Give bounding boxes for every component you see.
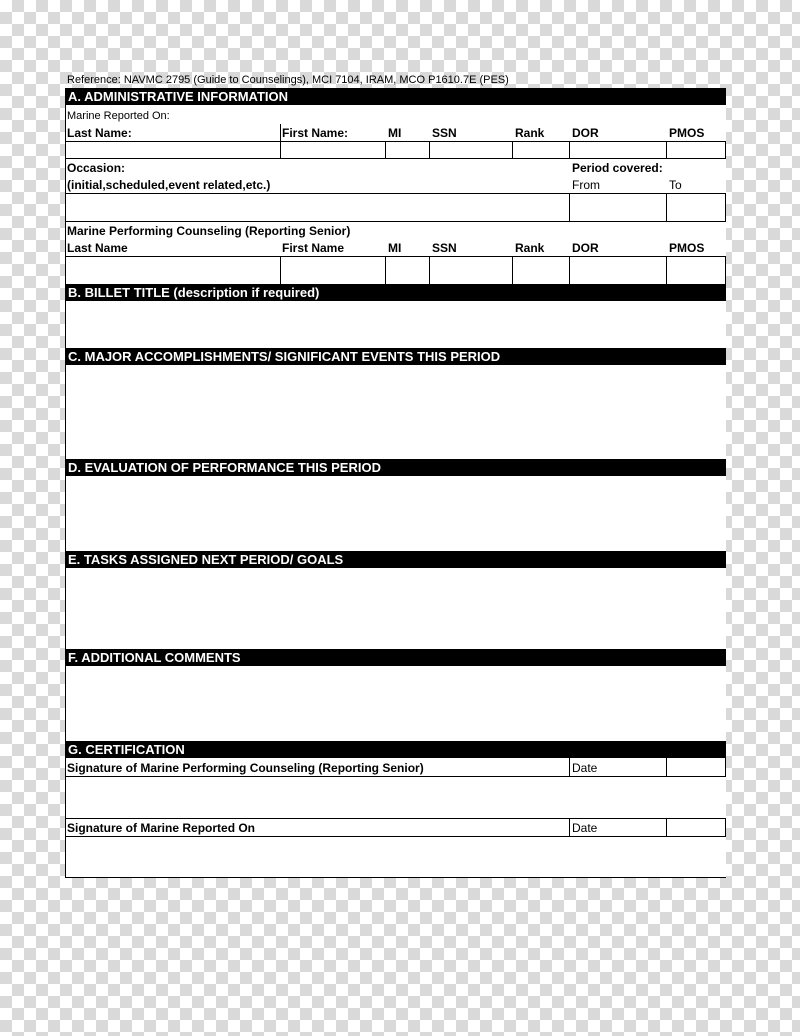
last-name-label: Last Name: <box>67 126 132 140</box>
signature-reported-label: Signature of Marine Reported On <box>67 821 256 835</box>
divider <box>569 193 570 222</box>
divider <box>725 193 726 222</box>
form-sheet <box>65 88 726 878</box>
section-a-header: A. ADMINISTRATIVE INFORMATION <box>65 88 726 105</box>
occasion-hint: (initial,scheduled,event related,etc.) <box>67 178 271 192</box>
divider <box>512 141 513 159</box>
rank-label-2: Rank <box>515 241 545 255</box>
divider <box>569 758 570 777</box>
form-left-border <box>65 88 66 878</box>
first-name-label-2: First Name <box>282 241 345 255</box>
divider <box>65 818 726 819</box>
divider <box>280 256 281 284</box>
divider <box>65 221 726 222</box>
divider <box>65 836 726 837</box>
section-f-header: F. ADDITIONAL COMMENTS <box>65 649 726 666</box>
divider <box>725 141 726 159</box>
divider <box>666 141 667 159</box>
ssn-label-2: SSN <box>432 241 457 255</box>
divider <box>666 818 667 837</box>
section-b-header: B. BILLET TITLE (description if required) <box>65 284 726 301</box>
divider <box>569 256 570 284</box>
divider <box>725 818 726 837</box>
mi-label: MI <box>388 126 402 140</box>
divider <box>280 124 281 159</box>
divider <box>65 193 726 194</box>
signature-senior-label: Signature of Marine Performing Counseling (Reporting Senior) <box>67 761 424 775</box>
divider <box>725 758 726 777</box>
section-d-header: D. EVALUATION OF PERFORMANCE THIS PERIOD <box>65 459 726 476</box>
divider <box>65 256 726 257</box>
divider <box>569 141 570 159</box>
section-e-header: E. TASKS ASSIGNED NEXT PERIOD/ GOALS <box>65 551 726 568</box>
divider <box>666 758 667 777</box>
row1-bottom-line <box>65 158 726 159</box>
pmos-label: PMOS <box>669 126 705 140</box>
dor-label-2: DOR <box>572 241 599 255</box>
first-name-label: First Name: <box>282 126 349 140</box>
divider <box>569 818 570 837</box>
divider <box>725 256 726 284</box>
divider <box>429 141 430 159</box>
rank-label: Rank <box>515 126 545 140</box>
section-c-header: C. MAJOR ACCOMPLISHMENTS/ SIGNIFICANT EVENTS THIS PERIOD <box>65 348 726 365</box>
divider <box>429 256 430 284</box>
divider <box>666 193 667 222</box>
form-bottom-border <box>65 877 726 878</box>
divider <box>385 141 386 159</box>
last-name-label-2: Last Name <box>67 241 128 255</box>
divider <box>666 256 667 284</box>
reporting-senior-label: Marine Performing Counseling (Reporting Senior) <box>67 224 351 238</box>
from-label: From <box>572 178 600 192</box>
divider <box>512 256 513 284</box>
occasion-label: Occasion: <box>67 161 126 175</box>
ssn-label: SSN <box>432 126 457 140</box>
reported-on-label: Marine Reported On: <box>67 110 170 122</box>
row1-top-line <box>65 141 726 142</box>
divider <box>65 776 726 777</box>
date-label-2: Date <box>572 821 598 835</box>
divider <box>385 256 386 284</box>
date-label-1: Date <box>572 761 598 775</box>
dor-label: DOR <box>572 126 599 140</box>
mi-label-2: MI <box>388 241 402 255</box>
pmos-label-2: PMOS <box>669 241 705 255</box>
reference-line: Reference: NAVMC 2795 (Guide to Counselings), MCI 7104, IRAM, MCO P1610.7E (PES) <box>67 74 509 86</box>
section-g-header: G. CERTIFICATION <box>65 741 726 758</box>
to-label: To <box>669 178 682 192</box>
period-covered-label: Period covered: <box>572 161 663 175</box>
